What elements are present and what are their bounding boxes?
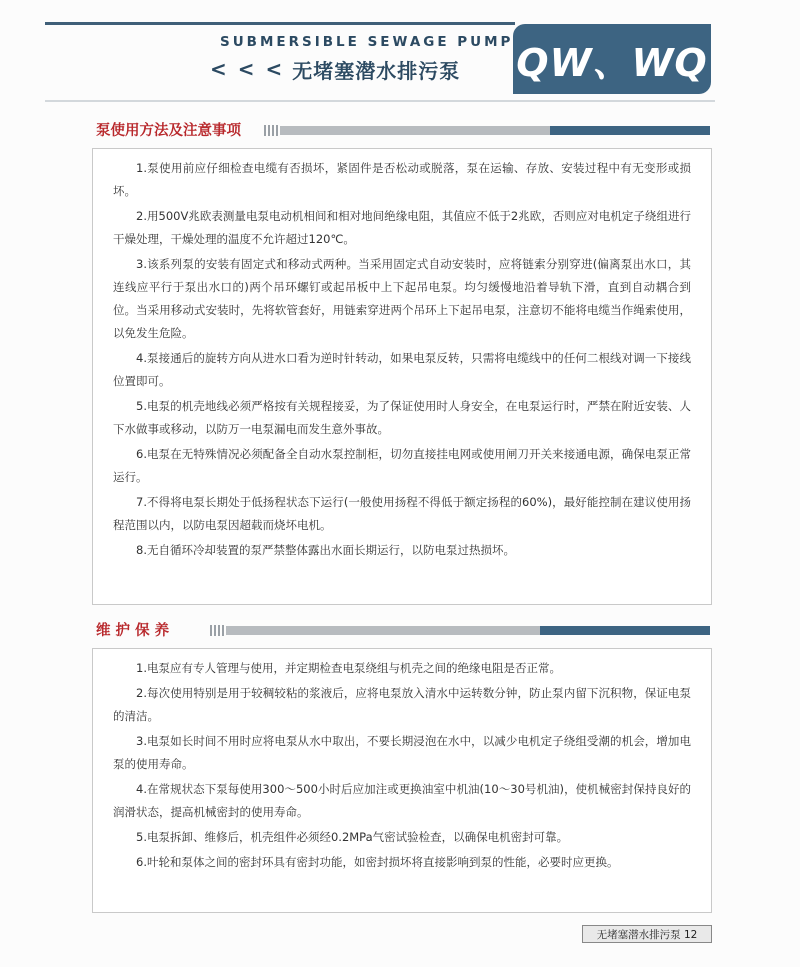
bar-stripes-decoration [264,125,278,136]
usage-paragraph-5: 5.电泵的机壳地线必须严格按有关规程接妥，为了保证使用时人身安全，在电泵运行时，严禁在附近安装、人下水做事或移动，以防万一电泵漏电而发生意外事故。 [113,399,691,436]
usage-paragraph-7: 7.不得将电泵长期处于低扬程状态下运行(一般使用扬程不得低于额定扬程的60%)，最好能控制在建议使用扬程范围以内，以防电泵因超载而烧坏电机。 [113,495,691,532]
model-badge [513,24,711,94]
model-badge-text: QW、WQ [516,40,708,85]
maintenance-paragraph-6: 6.叶轮和泵体之间的密封环具有密封功能，如密封损坏将直接影响到泵的性能，必要时应更换。 [136,855,619,869]
maintenance-paragraph-5: 5.电泵拆卸、维修后，机壳组件必须经0.2MPa气密试验检查，以确保电机密封可靠。 [136,830,569,844]
bar-grey-decoration [226,626,540,635]
usage-paragraph-3: 3.该系列泵的安装有固定式和移动式两种。当采用固定式自动安装时，应将链索分别穿进(偏离泵出水口，其连线应平行于泵出水口的)两个吊环螺钉或起吊板中上下起吊电泵。均匀缓慢地沿着导轨下滑，直到自动耦合到位。当采用移动式安装时，先将软管套好，用链索穿进两个吊环上下起吊电泵，注意切不能将电缆当作绳索使用，以免发生危险。 [113,257,691,340]
header-english-title: SUBMERSIBLE SEWAGE PUMP [220,34,514,50]
usage-paragraph-2: 2.用500V兆欧表测量电泵电动机相间和相对地间绝缘电阻，其值应不低于2兆欧，否则应对电机定子绕组进行干燥处理，干燥处理的温度不允许超过120℃。 [113,209,691,246]
header [45,14,715,104]
header-divider [45,100,715,102]
section-usage-box [92,148,712,605]
maintenance-paragraph-4: 4.在常规状态下泵每使用300～500小时后应加注或更换油室中机油(10～30号机油)，使机械密封保持良好的润滑状态，提高机械密封的使用寿命。 [113,782,691,819]
usage-paragraph-4: 4.泵接通后的旋转方向从进水口看为逆时针转动，如果电泵反转，只需将电缆线中的任何二根线对调一下接线位置即可。 [113,351,691,388]
header-chinese-group [210,54,460,84]
bar-grey-decoration [280,126,550,135]
section-maintenance-bar [92,622,710,638]
maintenance-paragraph-3: 3.电泵如长时间不用时应将电泵从水中取出，不要长期浸泡在水中，以减少电机定子绕组受潮的机会，增加电泵的使用寿命。 [113,734,691,771]
bar-blue-decoration [540,626,710,635]
page-footer [582,925,712,943]
section-usage-title: 泵使用方法及注意事项 [96,123,241,139]
header-chinese-title: 无堵塞潜水排污泵 [292,58,461,83]
usage-paragraph-1: 1.泵使用前应仔细检查电缆有否损坏，紧固件是否松动或脱落，泵在运输、存放、安装过程中有无变形或损坏。 [113,161,691,198]
maintenance-paragraph-2: 2.每次使用特别是用于较稠较粘的浆液后，应将电泵放入清水中运转数分钟，防止泵内留下沉积物，保证电泵的清洁。 [113,686,691,723]
bar-blue-decoration [550,126,710,135]
section-maintenance-title: 维 护 保 养 [96,623,170,639]
footer-text: 无堵塞潜水排污泵 12 [596,928,698,941]
chevrons-icon: < < < [210,57,285,81]
header-rule [45,22,515,25]
usage-paragraph-6: 6.电泵在无特殊情况必须配备全自动水泵控制柜，切勿直接挂电网或使用闸刀开关来接通电源，确保电泵正常运行。 [113,447,691,484]
usage-paragraph-8: 8.无自循环冷却装置的泵严禁整体露出水面长期运行，以防电泵过热损坏。 [136,543,515,557]
bar-stripes-decoration [210,625,224,636]
maintenance-paragraph-1: 1.电泵应有专人管理与使用，并定期检查电泵绕组与机壳之间的绝缘电阻是否正常。 [136,661,561,675]
section-maintenance-box [92,648,712,913]
section-usage-bar [92,122,710,138]
